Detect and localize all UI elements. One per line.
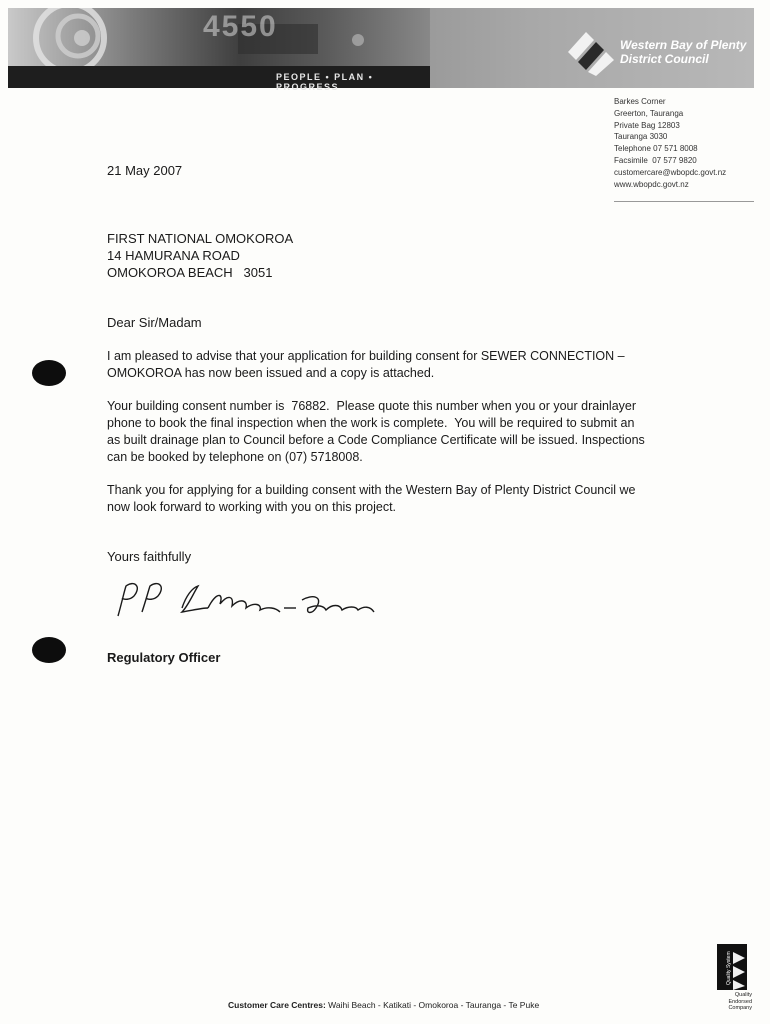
quality-caption-line: Endorsed [728, 998, 752, 1005]
handwritten-signature [112, 578, 382, 628]
quality-stripes-icon [717, 944, 747, 990]
contact-block [614, 96, 764, 190]
motto: PEOPLE • PLAN • PROGRESS [276, 72, 374, 92]
footer-locations: Waihi Beach - Katikati - Omokoroa - Tauranga - Te Puke [328, 1000, 540, 1010]
contact-telephone: Telephone 07 571 8008 [614, 144, 698, 154]
council-logo-icon [564, 26, 616, 76]
contact-line: Greerton, Tauranga [614, 108, 684, 118]
footer [228, 1000, 628, 1010]
quality-caption-line: Company [728, 1005, 752, 1011]
closing: Yours faithfully [107, 549, 192, 564]
punch-hole [32, 360, 66, 386]
council-name [620, 38, 760, 66]
council-name-line2: District Council [620, 52, 709, 66]
contact-divider [614, 201, 754, 202]
body-paragraph-2: Your building consent number is 76882. Please quote this number when you or your drainlayer phone to book the final inspection when the work is complete. You will be required to submit an as built drainage plan to Council before a Code Compliance Certificate will be issued. Inspections can be booked by telephone on (07) 5718008. [107, 399, 649, 464]
council-name-line1: Western Bay of Plenty [620, 38, 747, 52]
quality-logo-icon [717, 944, 747, 990]
contact-line: Tauranga 3030 [614, 132, 668, 142]
quality-endorsed-badge [712, 944, 752, 1012]
contact-facsimile: Facsimile 07 577 9820 [614, 155, 697, 165]
contact-website: www.wbopdc.govt.nz [614, 179, 689, 189]
body-paragraph-1: I am pleased to advise that your application for building consent for SEWER CONNECTION – OMOKOROA has now been issued and a copy is attached. [107, 349, 625, 380]
banner-number: 4550 [203, 10, 278, 43]
punch-hole [32, 637, 66, 663]
recipient-line: OMOKOROA BEACH 3051 [107, 265, 273, 280]
signatory-title: Regulatory Officer [107, 650, 221, 665]
body-paragraph-3: Thank you for applying for a building consent with the Western Bay of Plenty District Council we now look forward to working with you on this project. [107, 483, 636, 514]
quality-caption-line: Quality [734, 992, 752, 998]
quality-caption [712, 992, 752, 1012]
contact-line: Barkes Corner [614, 97, 666, 106]
salutation: Dear Sir/Madam [107, 315, 202, 330]
recipient-address [107, 230, 293, 281]
letterhead-banner [8, 8, 754, 92]
footer-label: Customer Care Centres: [228, 1000, 326, 1010]
contact-line: Private Bag 12803 [614, 120, 680, 130]
recipient-line: 14 HAMURANA ROAD [107, 248, 240, 263]
recipient-line: FIRST NATIONAL OMOKOROA [107, 231, 294, 246]
letter-date: 21 May 2007 [107, 163, 183, 178]
contact-email: customercare@wbopdc.govt.nz [614, 167, 727, 177]
quality-vertical-text: Quality System [726, 951, 732, 985]
